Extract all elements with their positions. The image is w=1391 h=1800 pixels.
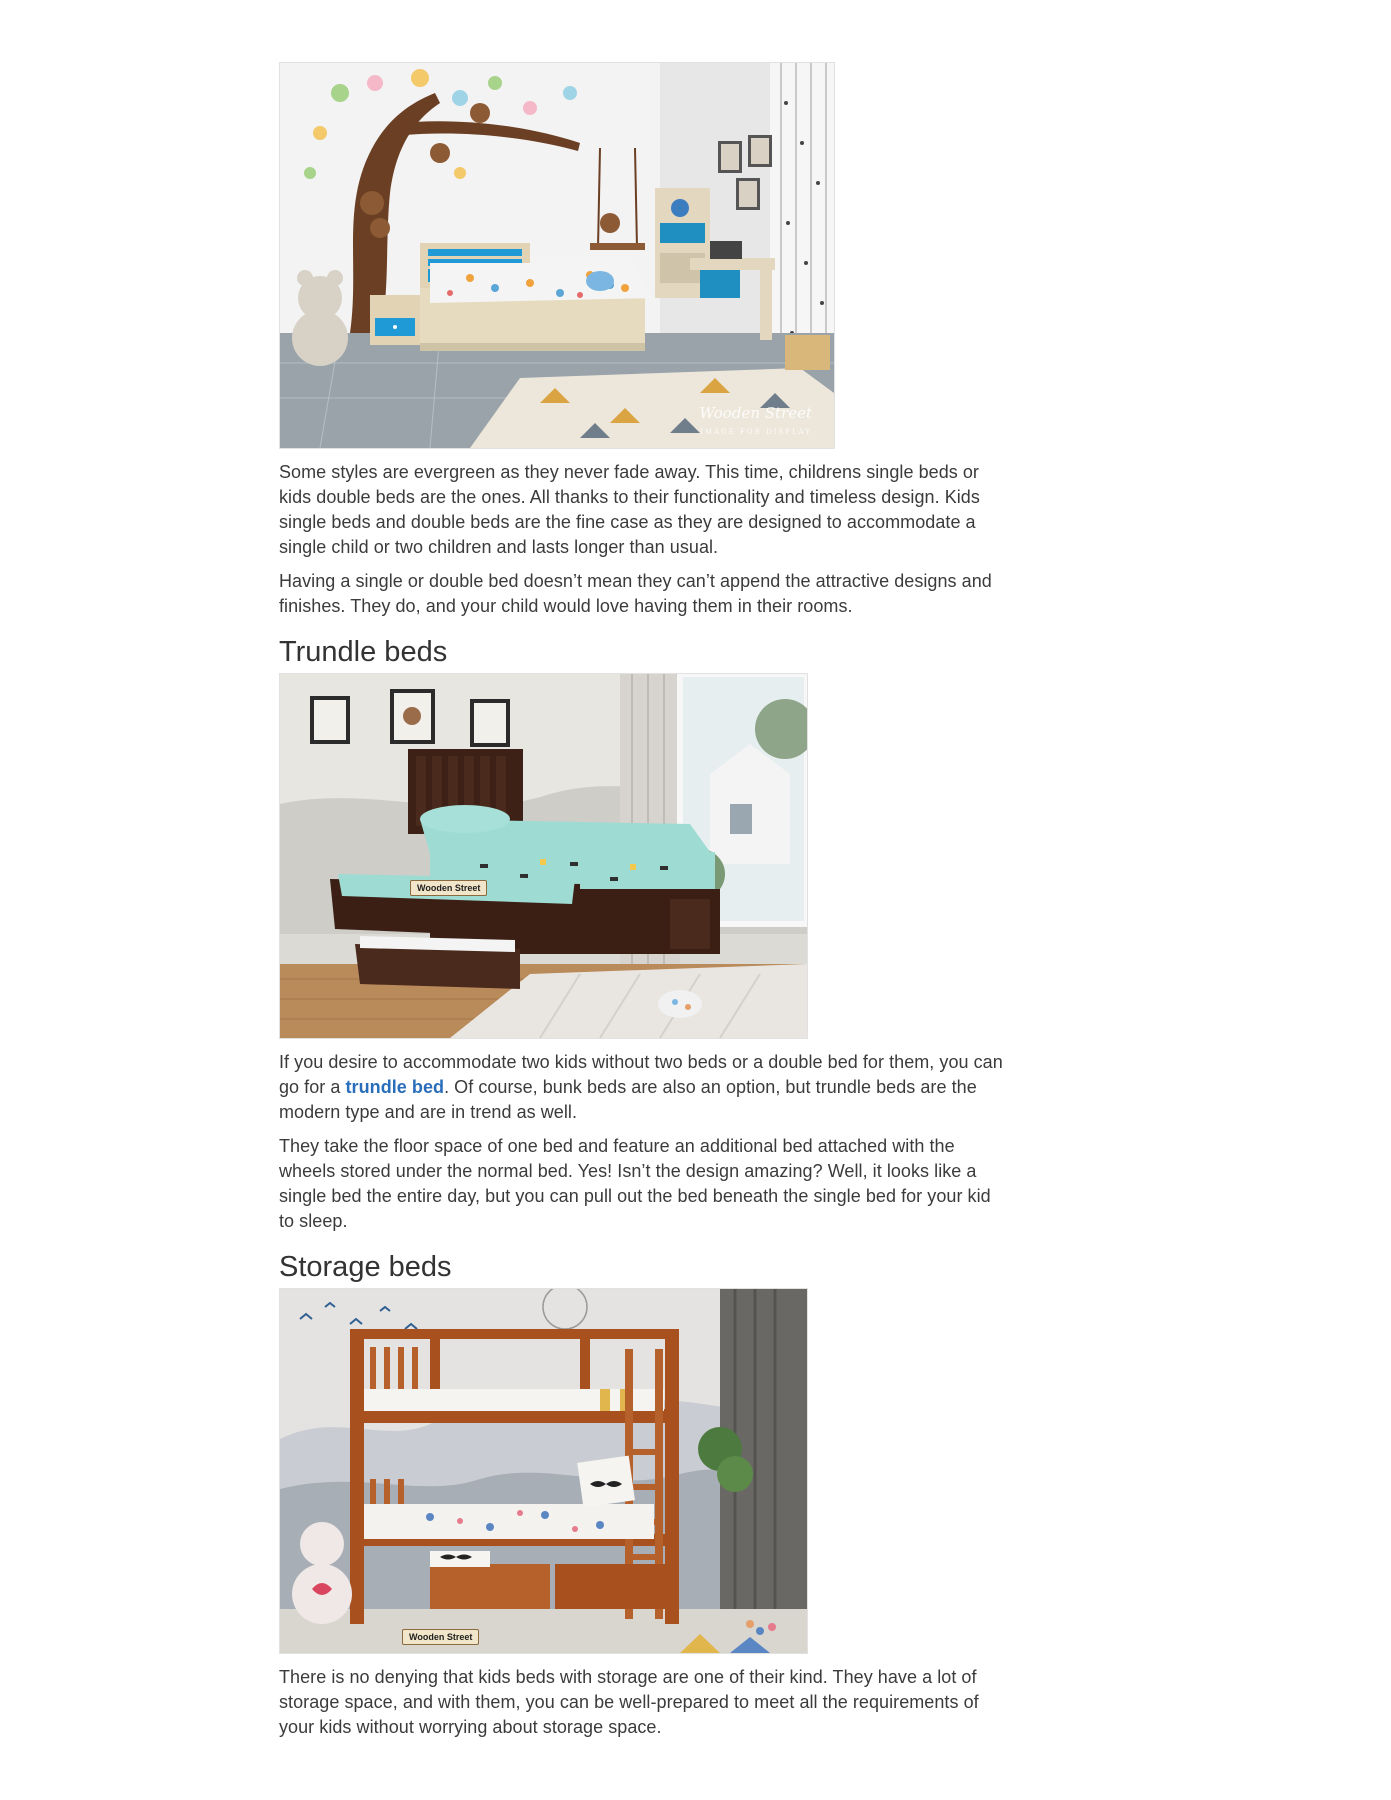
paragraph: Having a single or double bed doesn’t mean they can’t append the attractive designs and finishes. They do, and your child would love having them in their rooms. <box>279 571 992 616</box>
paragraph: There is no denying that kids beds with storage are one of their kind. They have a lot of storage space, and with them, you can be well-prepared to meet all the requirements of your kids without worrying about storage space. <box>279 1667 979 1737</box>
paragraph: They take the floor space of one bed and feature an additional bed attached with the wheels stored under the normal bed. Yes! Isn’t the design amazing? Well, it looks like a single bed the entire day, but you can pull out the bed beneath the single bed for your kid to sleep. <box>279 1136 991 1231</box>
trundle-bed-link[interactable]: trundle bed <box>345 1077 445 1097</box>
paragraph: Some styles are evergreen as they never fade away. This time, childrens single beds or kids double beds are the ones. All thanks to their functionality and timeless design. Kids single beds and double beds are the fine case as they are designed to accommodate a single child or two children and lasts longer than usual. <box>279 462 980 557</box>
brand-tag: Wooden Street <box>410 880 487 896</box>
image-watermark: Wooden Street <box>699 404 812 422</box>
heading-storage-beds: Storage beds <box>279 1251 452 1283</box>
image-watermark-sub: IMAGE FOR DISPLAY <box>700 428 812 436</box>
heading-trundle-beds: Trundle beds <box>279 636 448 668</box>
article-body <box>279 62 1004 1740</box>
brand-tag: Wooden Street <box>402 1629 479 1645</box>
trundle-bed-image <box>279 673 808 1039</box>
kids-single-bed-room-image <box>279 62 835 449</box>
storage-bunk-bed-image <box>279 1288 808 1654</box>
paragraph: If you desire to accommodate two kids without two beds or a double bed for them, you can go for a trundle bed. Of course, bunk beds are also an option, but trundle beds are the modern type and are in trend as well. <box>279 1052 1003 1122</box>
